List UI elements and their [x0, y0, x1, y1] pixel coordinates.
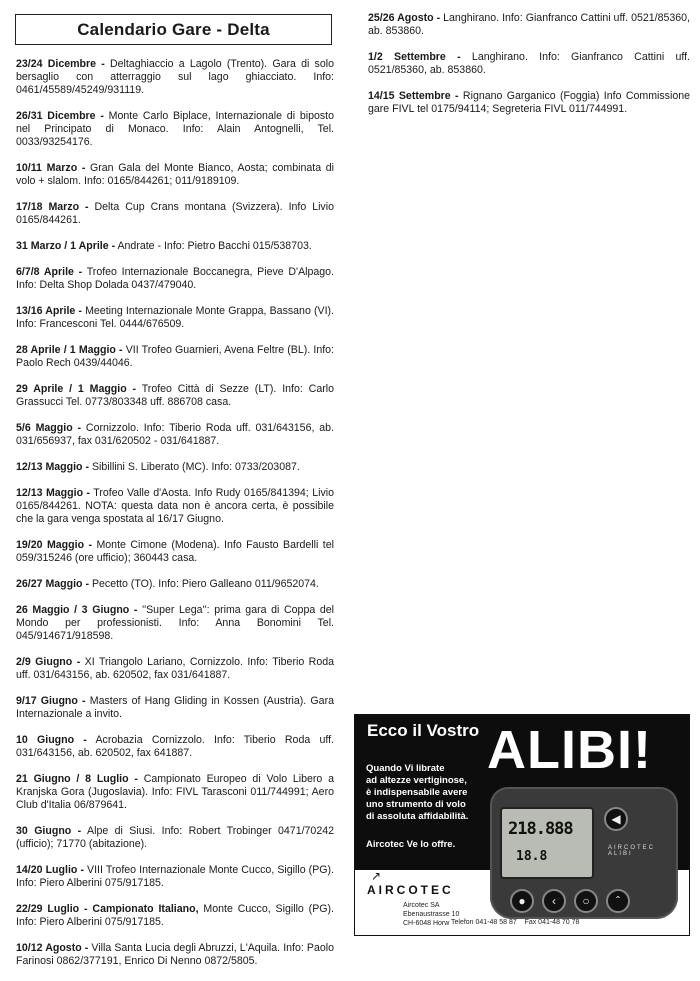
- address-line: CH-6048 Horw: [403, 920, 450, 927]
- event-details: Andrate - Info: Pietro Bacchi 015/538703.: [115, 240, 312, 252]
- calendar-entry: [16, 383, 334, 409]
- calendar-entry: [368, 90, 690, 116]
- event-date: 10/11 Marzo -: [16, 162, 86, 174]
- event-details: Monte Carlo Biplace, Internazionale di biposto nel Principato di Monaco. Info: Alain Antognelli, Tel. 0033/93254176.: [16, 110, 334, 148]
- event-date: 26/27 Maggio -: [16, 578, 89, 590]
- event-date: 17/18 Marzo -: [16, 201, 89, 213]
- event-date: 12/13 Maggio -: [16, 487, 91, 499]
- event-details: Trofeo Internazionale Boccanegra, Pieve D'Alpago. Info: Delta Shop Dolada 0437/479040.: [16, 266, 335, 291]
- event-date: 13/16 Aprile -: [16, 305, 82, 317]
- event-date: 9/17 Giugno -: [16, 695, 86, 707]
- ad-body-line: di assoluta affidabilità.: [366, 811, 469, 822]
- calendar-entry: [16, 305, 334, 331]
- event-details: Trofeo Città di Sezze (LT). Info: Carlo Grassucci Tel. 0773/803348 uff. 886708 casa.: [16, 383, 334, 408]
- left-chevron-icon: ‹: [542, 889, 566, 913]
- calendar-entry: [16, 487, 334, 526]
- event-details: Rignano Garganico (Foggia) Info Commissione gare FIVL tel 0175/94114; Segreteria FIVL 011/744991.: [368, 90, 690, 115]
- ad-body-line: ad altezze vertiginose,: [366, 775, 467, 786]
- event-date: 1/2 Settembre -: [368, 51, 461, 63]
- event-date: 14/15 Settembre -: [368, 90, 459, 102]
- event-date: 23/24 Dicembre -: [16, 58, 105, 70]
- event-details: VIII Trofeo Internazionale Monte Cucco, Sigillo (PG). Info: Piero Alberini 075/917185.: [16, 864, 334, 889]
- ring-button-icon: ○: [574, 889, 598, 913]
- event-details: Masters of Hang Gliding in Kossen (Austria). Gara Internazionale a invito.: [16, 695, 334, 720]
- event-date: 26/31 Dicembre -: [16, 110, 104, 122]
- ad-headline: ALIBI!: [487, 720, 652, 780]
- aircotec-logo: AIRCOTEC: [367, 883, 454, 897]
- event-date: 22/29 Luglio - Campionato Italiano,: [16, 903, 199, 915]
- calendar-entry: [16, 266, 334, 292]
- event-details: VII Trofeo Guarnieri, Avena Feltre (BL). Info: Paolo Rech 0439/44046.: [16, 344, 334, 369]
- event-details: Cornizzolo. Info: Tiberio Roda uff. 031/643156, ab. 031/656937, fax 031/620502 - 031/641887.: [16, 422, 335, 447]
- ad-body-line: Quando Vi librate: [366, 763, 445, 774]
- calendar-entry: [16, 734, 334, 760]
- speaker-icon: ◀: [604, 807, 628, 831]
- event-date: 6/7/8 Aprile -: [16, 266, 83, 278]
- ad-body: [366, 763, 490, 823]
- event-details: Deltaghiaccio a Lagolo (Trento). Gara di solo bersaglio con atterraggio sul lago ghiacciato. Info: 0461/45589/45249/931119.: [16, 58, 334, 96]
- event-details: Monte Cucco, Sigillo (PG). Info: Piero Alberini 075/917185.: [16, 903, 334, 928]
- calendar-entry: [16, 773, 334, 812]
- calendar-entry: [16, 201, 334, 227]
- company-contacts: [451, 919, 579, 926]
- event-date: 10/12 Agosto -: [16, 942, 89, 954]
- calendar-entry: [16, 162, 334, 188]
- event-details: XI Triangolo Lariano, Cornizzolo. Info: Tiberio Roda uff. 031/643156, ab. 620502, fax 031/641887.: [16, 656, 334, 681]
- event-date: 21 Giugno / 8 Luglio -: [16, 773, 138, 785]
- logo-arrow-icon: ↗: [371, 869, 382, 883]
- fax-number: Fax 041-48 70 78: [524, 919, 580, 926]
- event-details: Langhirano. Info: Gianfranco Cattini uff. 0521/85360, ab. 853860.: [368, 12, 691, 37]
- event-details: Campionato Europeo di Volo Libero a Kranjska Gora (Jugoslavia). Info: FIVL Tarasconi 011/744991; Aero Club d'Italia 06/879641.: [16, 773, 334, 811]
- event-date: 19/20 Maggio -: [16, 539, 93, 551]
- event-details: Langhirano. Info: Gianfranco Cattini uff. 0521/85360, ab. 853860.: [368, 51, 691, 76]
- lcd-display: [500, 807, 594, 879]
- calendar-entry: [16, 344, 334, 370]
- calendar-entry: [16, 58, 334, 97]
- event-date: 25/26 Agosto -: [368, 12, 441, 24]
- ad-body-line: è indispensabile avere: [366, 787, 468, 798]
- event-date: 5/6 Maggio -: [16, 422, 82, 434]
- calendar-entry: [16, 539, 334, 565]
- ad-intro: Ecco il Vostro: [367, 721, 480, 740]
- event-date: 29 Aprile / 1 Maggio -: [16, 383, 137, 395]
- calendar-entry: [16, 825, 334, 851]
- event-details: Pecetto (TO). Info: Piero Galleano 011/9652074.: [89, 578, 319, 590]
- event-date: 26 Maggio / 3 Giugno -: [16, 604, 138, 616]
- calendar-entry: [16, 864, 334, 890]
- event-details: Trofeo Valle d'Aosta. Info Rudy 0165/841394; Livio 0165/844261. NOTA: questa data non è ancora certa, è possibile che la gara venga spostata al 16/17 Giugno.: [16, 487, 334, 525]
- event-date: 2/9 Giugno -: [16, 656, 81, 668]
- calendar-entry: [368, 12, 690, 38]
- event-date: 28 Aprile / 1 Maggio -: [16, 344, 123, 356]
- calendar-entry: [16, 578, 334, 591]
- calendar-right-column: [368, 12, 690, 129]
- calendar-entry: [16, 942, 334, 968]
- event-details: Meeting Internazionale Monte Grappa, Bassano (VI). Info: Francesconi Tel. 0444/676509.: [16, 305, 334, 330]
- device-brand-label: AIRCOTEC ALIBI: [608, 845, 656, 857]
- calendar-entry: [16, 110, 334, 149]
- circle-button-icon: ●: [510, 889, 534, 913]
- calendar-entry: [368, 51, 690, 77]
- calendar-left-column: [16, 58, 334, 981]
- company-name: Aircotec SA: [403, 902, 440, 909]
- event-date: 14/20 Luglio -: [16, 864, 84, 876]
- page-title: Calendario Gare - Delta: [15, 14, 332, 45]
- event-details: Villa Santa Lucia degli Abruzzi, L'Aquila. Info: Paolo Farinosi 0862/377191, Enrico Di Nenno 0872/5805.: [16, 942, 335, 967]
- calendar-entry: [16, 240, 334, 253]
- event-details: ''Super Lega'': prima gara di Coppa del Mondo per professionisti. Info: Anna Bonomini Tel. 045/914671/918598.: [16, 604, 334, 642]
- ad-tagline: Aircotec Ve lo offre.: [366, 839, 456, 850]
- event-details: Sibillini S. Liberato (MC). Info: 0733/203087.: [89, 461, 300, 473]
- up-chevron-icon: ˆ: [606, 889, 630, 913]
- lcd-main-reading: 218.888: [508, 819, 573, 839]
- event-details: Acrobazia Cornizzolo. Info: Tiberio Roda uff. 031/643156, ab. 620502, fax 641887.: [16, 734, 334, 759]
- address-line: Ebenaustrasse 10: [403, 911, 460, 918]
- calendar-entry: [16, 422, 334, 448]
- lcd-secondary-reading: 18.8: [516, 849, 548, 864]
- event-date: 10 Giugno -: [16, 734, 87, 746]
- ad-body-line: uno strumento di volo: [366, 799, 466, 810]
- event-date: 31 Marzo / 1 Aprile -: [16, 240, 116, 252]
- phone-number: Telefon 041-48 58 87: [451, 919, 517, 926]
- event-details: Delta Cup Crans montana (Svizzera). Info Livio 0165/844261.: [16, 201, 334, 226]
- aircotec-advertisement: [354, 714, 690, 936]
- event-details: Monte Cimone (Modena). Info Fausto Bardelli tel 059/315246 (ore ufficio); 360443 casa.: [16, 539, 334, 564]
- calendar-entry: [16, 695, 334, 721]
- event-date: 30 Giugno -: [16, 825, 82, 837]
- event-date: 12/13 Maggio -: [16, 461, 89, 473]
- event-details: Alpe di Siusi. Info: Robert Trobinger 0471/70242 (ufficio); 71770 (abitazione).: [16, 825, 334, 850]
- calendar-entry: [16, 656, 334, 682]
- variometer-device-image: [490, 787, 678, 919]
- calendar-entry: [16, 461, 334, 474]
- event-details: Gran Gala del Monte Bianco, Aosta; combinata di volo + slalom. Info: 0165/844261; 011/9189109.: [16, 162, 334, 187]
- calendar-entry: [16, 604, 334, 643]
- calendar-entry: [16, 903, 334, 929]
